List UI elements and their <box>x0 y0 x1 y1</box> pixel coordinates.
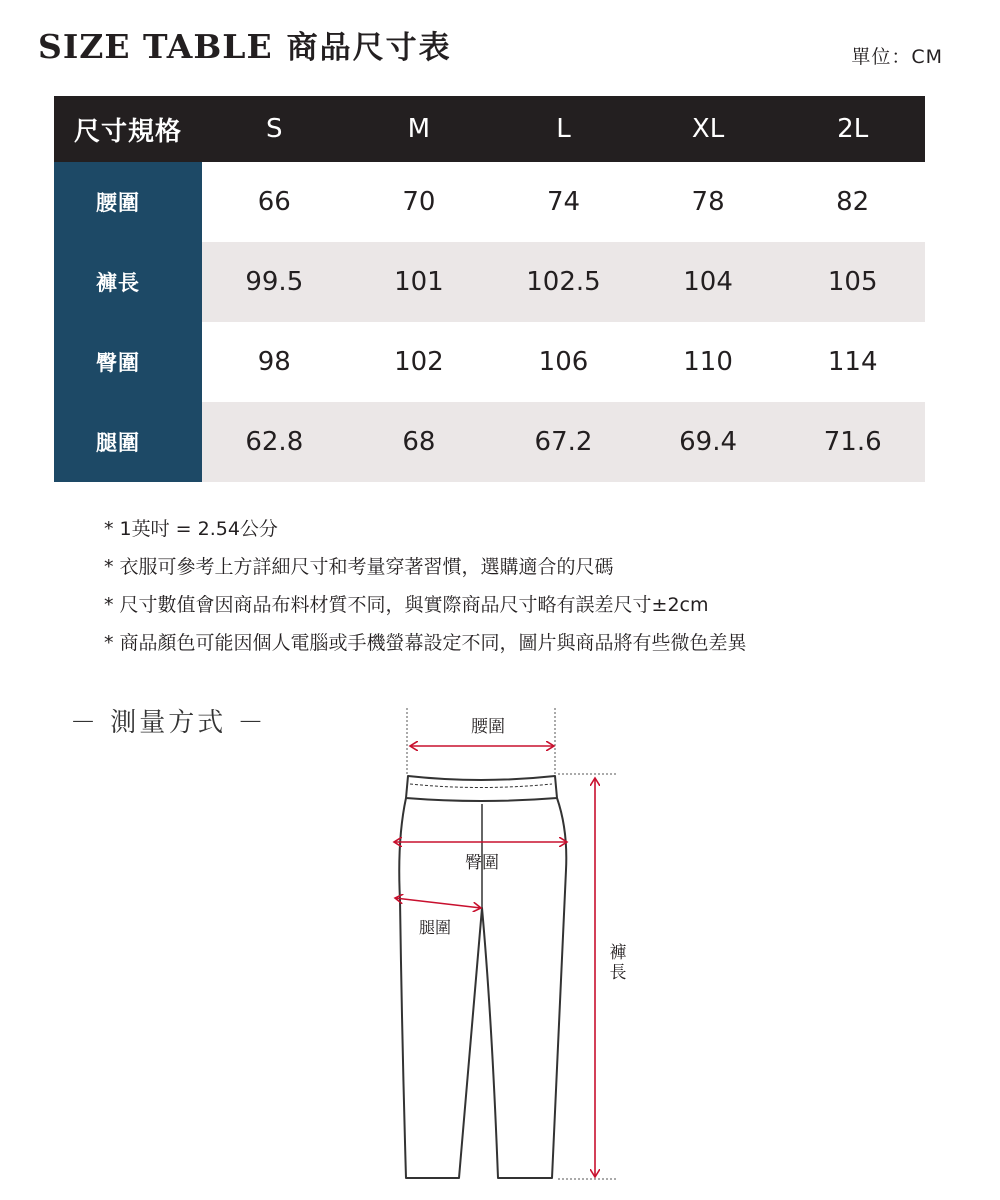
title-english: SIZE TABLE <box>38 27 273 66</box>
table-cell: 68 <box>347 402 492 482</box>
table-cell: 105 <box>780 242 925 322</box>
table-cell: 71.6 <box>780 402 925 482</box>
table-cell: 82 <box>836 187 870 217</box>
table-row-length <box>54 242 925 322</box>
table-cell: 104 <box>636 242 781 322</box>
length-label-top: 褲 <box>609 943 627 963</box>
table-cell: 110 <box>683 347 733 377</box>
table-row-hip <box>54 322 925 402</box>
table-cell: 106 <box>538 347 589 377</box>
table-cell: 74 <box>546 187 581 217</box>
table-cell: 70 <box>402 187 436 217</box>
size-header-m: M <box>347 96 492 162</box>
table-row-waist <box>54 162 925 242</box>
row-label-waist: 腰圍 <box>54 162 202 242</box>
table-cell: 78 <box>691 187 725 217</box>
note-item: * 1英吋 = 2.54公分 <box>104 518 278 540</box>
unit-label: 單位：CM <box>851 46 943 68</box>
thigh-label: 腿圍 <box>418 918 452 937</box>
size-header-2l: 2L <box>780 96 925 162</box>
table-cell: 102 <box>394 347 444 377</box>
thigh-arrow <box>395 898 481 908</box>
table-cell: 114 <box>827 347 878 377</box>
table-cell: 102.5 <box>491 242 636 322</box>
size-table <box>54 96 925 482</box>
measure-section-title: － 測量方式 － <box>70 708 267 738</box>
page-title <box>38 22 452 72</box>
waist-label: 腰圍 <box>471 717 505 737</box>
table-cell: 101 <box>347 242 492 322</box>
table-header-row <box>54 96 925 162</box>
row-label-length: 褲長 <box>54 242 202 322</box>
size-header-l: L <box>491 96 636 162</box>
title-chinese: 商品尺寸表 <box>286 30 452 66</box>
table-cell: 98 <box>257 347 291 377</box>
table-cell: 62.8 <box>202 402 347 482</box>
table-cell: 66 <box>257 187 291 217</box>
corner-header: 尺寸規格 <box>54 96 202 162</box>
note-item: * 尺寸數值會因商品布料材質不同，與實際商品尺寸略有誤差尺寸±2cm <box>104 594 709 616</box>
table-cell: 67.2 <box>491 402 636 482</box>
pants-diagram <box>380 700 640 1195</box>
table-row-thigh <box>54 402 925 482</box>
table-cell: 99.5 <box>202 242 347 322</box>
note-item: * 商品顏色可能因個人電腦或手機螢幕設定不同，圖片與商品將有些微色差異 <box>104 632 747 654</box>
note-item: * 衣服可參考上方詳細尺寸和考量穿著習慣，選購適合的尺碼 <box>104 556 614 578</box>
table-cell: 69.4 <box>636 402 781 482</box>
length-label-bottom: 長 <box>609 963 627 983</box>
row-label-thigh: 腿圍 <box>54 402 202 482</box>
size-header-s: S <box>202 96 347 162</box>
notes-list <box>104 512 747 664</box>
row-label-hip: 臀圍 <box>54 322 202 402</box>
size-header-xl: XL <box>636 96 781 162</box>
pants-outline-icon <box>399 776 566 1178</box>
hip-label: 臀圍 <box>465 853 499 873</box>
